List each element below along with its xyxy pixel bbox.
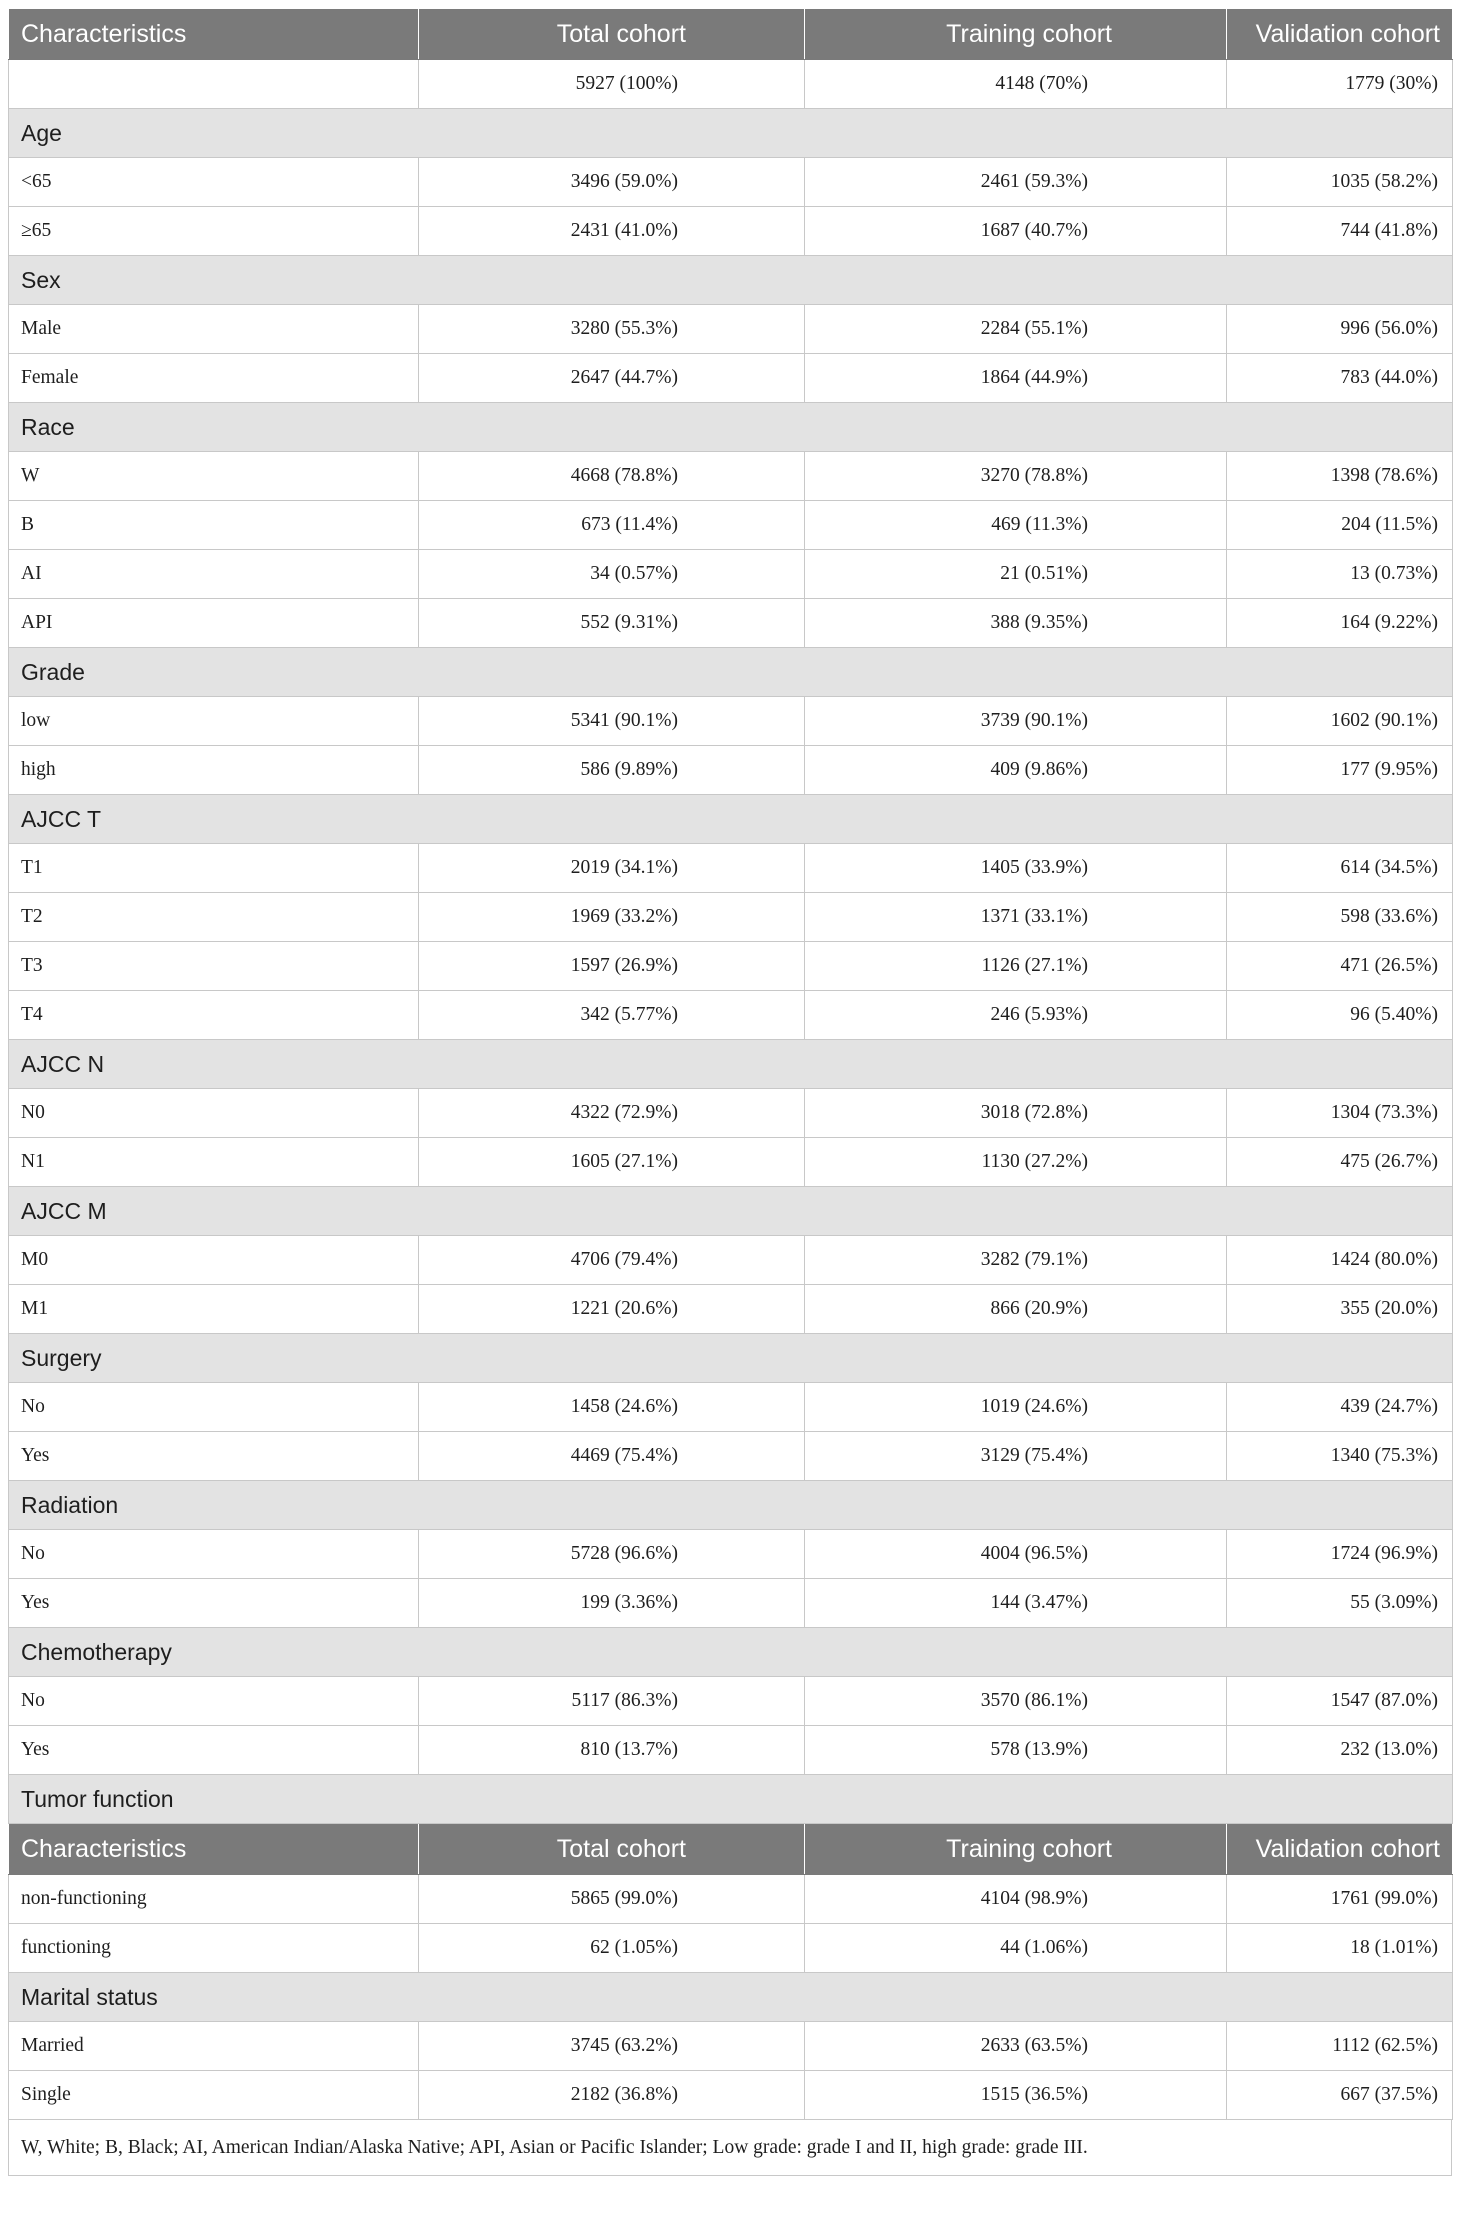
table-row — [9, 1677, 1453, 1726]
validation-cohort-value: 1035 (58.2%) — [1227, 158, 1453, 207]
total-cohort-value: 4668 (78.8%) — [419, 452, 805, 501]
group-row — [9, 1973, 1453, 2022]
total-cohort-value: 586 (9.89%) — [419, 746, 805, 795]
row-label: No — [9, 1530, 419, 1579]
total-cohort-value: 62 (1.05%) — [419, 1924, 805, 1973]
row-label: Male — [9, 305, 419, 354]
group-label: AJCC N — [9, 1040, 1453, 1089]
total-cohort-value: 552 (9.31%) — [419, 599, 805, 648]
row-label: AI — [9, 550, 419, 599]
table-row — [9, 1383, 1453, 1432]
total-cohort-value: 2182 (36.8%) — [419, 2071, 805, 2120]
total-cohort-value: 2647 (44.7%) — [419, 354, 805, 403]
table-body — [9, 60, 1453, 2120]
validation-cohort-value: 1724 (96.9%) — [1227, 1530, 1453, 1579]
table-row — [9, 1726, 1453, 1775]
total-cohort-value: 1605 (27.1%) — [419, 1138, 805, 1187]
group-label: Age — [9, 109, 1453, 158]
group-label: Sex — [9, 256, 1453, 305]
validation-cohort-value: 667 (37.5%) — [1227, 2071, 1453, 2120]
table-row — [9, 599, 1453, 648]
table-row — [9, 354, 1453, 403]
group-label: Tumor function — [9, 1775, 1453, 1824]
characteristics-table — [8, 8, 1453, 2120]
row-label: M1 — [9, 1285, 419, 1334]
total-cohort-value: 4469 (75.4%) — [419, 1432, 805, 1481]
training-cohort-value: 1130 (27.2%) — [805, 1138, 1227, 1187]
validation-cohort-value: 1547 (87.0%) — [1227, 1677, 1453, 1726]
total-cohort-value: 199 (3.36%) — [419, 1579, 805, 1628]
table-row — [9, 1924, 1453, 1973]
total-cohort-value: 2431 (41.0%) — [419, 207, 805, 256]
training-cohort-value: 3270 (78.8%) — [805, 452, 1227, 501]
row-label: T3 — [9, 942, 419, 991]
training-cohort-value: 2633 (63.5%) — [805, 2022, 1227, 2071]
row-label: Female — [9, 354, 419, 403]
table-header-row — [9, 9, 1453, 60]
group-label: Marital status — [9, 1973, 1453, 2022]
row-label: <65 — [9, 158, 419, 207]
table-row — [9, 942, 1453, 991]
validation-cohort-value: 1340 (75.3%) — [1227, 1432, 1453, 1481]
training-cohort-value: 3739 (90.1%) — [805, 697, 1227, 746]
table-row — [9, 697, 1453, 746]
group-label: Radiation — [9, 1481, 1453, 1530]
total-cohort-value: 1969 (33.2%) — [419, 893, 805, 942]
row-label: N1 — [9, 1138, 419, 1187]
group-label: Race — [9, 403, 1453, 452]
table-footnote: W, White; B, Black; AI, American Indian/Alaska Native; API, Asian or Pacific Islander; Low grade: grade I and II, high grade: grade III. — [8, 2120, 1452, 2176]
row-label: Yes — [9, 1432, 419, 1481]
validation-cohort-value: 204 (11.5%) — [1227, 501, 1453, 550]
header-training-cohort: Training cohort — [805, 1824, 1227, 1875]
row-label: Married — [9, 2022, 419, 2071]
training-cohort-value: 1687 (40.7%) — [805, 207, 1227, 256]
table-row — [9, 550, 1453, 599]
header-training-cohort: Training cohort — [805, 9, 1227, 60]
training-cohort-value: 2461 (59.3%) — [805, 158, 1227, 207]
row-label: Yes — [9, 1579, 419, 1628]
validation-cohort-value: 471 (26.5%) — [1227, 942, 1453, 991]
row-label: API — [9, 599, 419, 648]
table-row — [9, 1875, 1453, 1924]
header-characteristics: Characteristics — [9, 1824, 419, 1875]
total-cohort-value: 3745 (63.2%) — [419, 2022, 805, 2071]
row-label: Single — [9, 2071, 419, 2120]
validation-cohort-value: 164 (9.22%) — [1227, 599, 1453, 648]
row-label: high — [9, 746, 419, 795]
validation-cohort-value: 475 (26.7%) — [1227, 1138, 1453, 1187]
group-row — [9, 1628, 1453, 1677]
table-row — [9, 207, 1453, 256]
training-cohort-value: 44 (1.06%) — [805, 1924, 1227, 1973]
table-row — [9, 991, 1453, 1040]
table-row — [9, 305, 1453, 354]
total-cohort-value: 3280 (55.3%) — [419, 305, 805, 354]
group-row — [9, 648, 1453, 697]
training-cohort-value: 4148 (70%) — [805, 60, 1227, 109]
total-cohort-value: 2019 (34.1%) — [419, 844, 805, 893]
group-label: Chemotherapy — [9, 1628, 1453, 1677]
group-row — [9, 795, 1453, 844]
group-row — [9, 256, 1453, 305]
table-row — [9, 501, 1453, 550]
validation-cohort-value: 1398 (78.6%) — [1227, 452, 1453, 501]
training-cohort-value: 578 (13.9%) — [805, 1726, 1227, 1775]
total-cohort-value: 342 (5.77%) — [419, 991, 805, 1040]
row-label: low — [9, 697, 419, 746]
total-cohort-value: 5341 (90.1%) — [419, 697, 805, 746]
training-cohort-value: 4004 (96.5%) — [805, 1530, 1227, 1579]
validation-cohort-value: 1761 (99.0%) — [1227, 1875, 1453, 1924]
table-row — [9, 893, 1453, 942]
table-row — [9, 1285, 1453, 1334]
total-cohort-value: 4706 (79.4%) — [419, 1236, 805, 1285]
validation-cohort-value: 232 (13.0%) — [1227, 1726, 1453, 1775]
total-cohort-value: 1221 (20.6%) — [419, 1285, 805, 1334]
row-label: T1 — [9, 844, 419, 893]
characteristics-table-container — [8, 8, 1452, 2120]
table-row — [9, 158, 1453, 207]
validation-cohort-value: 177 (9.95%) — [1227, 746, 1453, 795]
total-cohort-value: 5865 (99.0%) — [419, 1875, 805, 1924]
row-label: ≥65 — [9, 207, 419, 256]
validation-cohort-value: 614 (34.5%) — [1227, 844, 1453, 893]
training-cohort-value: 1405 (33.9%) — [805, 844, 1227, 893]
row-label: W — [9, 452, 419, 501]
row-label: No — [9, 1383, 419, 1432]
training-cohort-value: 2284 (55.1%) — [805, 305, 1227, 354]
table-row — [9, 2022, 1453, 2071]
training-cohort-value: 3129 (75.4%) — [805, 1432, 1227, 1481]
training-cohort-value: 3018 (72.8%) — [805, 1089, 1227, 1138]
header-validation-cohort: Validation cohort — [1227, 9, 1453, 60]
validation-cohort-value: 1779 (30%) — [1227, 60, 1453, 109]
training-cohort-value: 866 (20.9%) — [805, 1285, 1227, 1334]
validation-cohort-value: 96 (5.40%) — [1227, 991, 1453, 1040]
table-row — [9, 844, 1453, 893]
total-cohort-value: 5117 (86.3%) — [419, 1677, 805, 1726]
validation-cohort-value: 439 (24.7%) — [1227, 1383, 1453, 1432]
row-label: T2 — [9, 893, 419, 942]
table-row — [9, 1138, 1453, 1187]
training-cohort-value: 1515 (36.5%) — [805, 2071, 1227, 2120]
training-cohort-value: 4104 (98.9%) — [805, 1875, 1227, 1924]
row-label: No — [9, 1677, 419, 1726]
table-row — [9, 1089, 1453, 1138]
row-label: non-functioning — [9, 1875, 419, 1924]
validation-cohort-value: 783 (44.0%) — [1227, 354, 1453, 403]
validation-cohort-value: 598 (33.6%) — [1227, 893, 1453, 942]
repeated-header-row — [9, 1824, 1453, 1875]
training-cohort-value: 144 (3.47%) — [805, 1579, 1227, 1628]
validation-cohort-value: 1304 (73.3%) — [1227, 1089, 1453, 1138]
table-row — [9, 1432, 1453, 1481]
training-cohort-value: 1371 (33.1%) — [805, 893, 1227, 942]
validation-cohort-value: 1112 (62.5%) — [1227, 2022, 1453, 2071]
row-label — [9, 60, 419, 109]
row-label: Yes — [9, 1726, 419, 1775]
table-row — [9, 2071, 1453, 2120]
total-cohort-value: 810 (13.7%) — [419, 1726, 805, 1775]
group-label: Grade — [9, 648, 1453, 697]
total-cohort-value: 34 (0.57%) — [419, 550, 805, 599]
header-validation-cohort: Validation cohort — [1227, 1824, 1453, 1875]
table-row — [9, 1236, 1453, 1285]
group-label: AJCC M — [9, 1187, 1453, 1236]
validation-cohort-value: 13 (0.73%) — [1227, 550, 1453, 599]
group-row — [9, 1334, 1453, 1383]
validation-cohort-value: 1424 (80.0%) — [1227, 1236, 1453, 1285]
table-row — [9, 1530, 1453, 1579]
header-total-cohort: Total cohort — [419, 1824, 805, 1875]
table-row — [9, 746, 1453, 795]
total-cohort-value: 3496 (59.0%) — [419, 158, 805, 207]
training-cohort-value: 1019 (24.6%) — [805, 1383, 1227, 1432]
training-cohort-value: 469 (11.3%) — [805, 501, 1227, 550]
training-cohort-value: 3570 (86.1%) — [805, 1677, 1227, 1726]
training-cohort-value: 409 (9.86%) — [805, 746, 1227, 795]
training-cohort-value: 3282 (79.1%) — [805, 1236, 1227, 1285]
training-cohort-value: 246 (5.93%) — [805, 991, 1227, 1040]
training-cohort-value: 388 (9.35%) — [805, 599, 1227, 648]
total-cohort-value: 5728 (96.6%) — [419, 1530, 805, 1579]
total-cohort-value: 1597 (26.9%) — [419, 942, 805, 991]
table-row — [9, 60, 1453, 109]
total-cohort-value: 4322 (72.9%) — [419, 1089, 805, 1138]
group-row — [9, 109, 1453, 158]
row-label: M0 — [9, 1236, 419, 1285]
validation-cohort-value: 55 (3.09%) — [1227, 1579, 1453, 1628]
group-row — [9, 1481, 1453, 1530]
validation-cohort-value: 996 (56.0%) — [1227, 305, 1453, 354]
header-characteristics: Characteristics — [9, 9, 419, 60]
total-cohort-value: 5927 (100%) — [419, 60, 805, 109]
row-label: B — [9, 501, 419, 550]
group-row — [9, 1040, 1453, 1089]
training-cohort-value: 1126 (27.1%) — [805, 942, 1227, 991]
row-label: N0 — [9, 1089, 419, 1138]
group-row — [9, 403, 1453, 452]
validation-cohort-value: 1602 (90.1%) — [1227, 697, 1453, 746]
training-cohort-value: 1864 (44.9%) — [805, 354, 1227, 403]
group-row — [9, 1775, 1453, 1824]
group-row — [9, 1187, 1453, 1236]
total-cohort-value: 1458 (24.6%) — [419, 1383, 805, 1432]
table-row — [9, 1579, 1453, 1628]
training-cohort-value: 21 (0.51%) — [805, 550, 1227, 599]
validation-cohort-value: 744 (41.8%) — [1227, 207, 1453, 256]
total-cohort-value: 673 (11.4%) — [419, 501, 805, 550]
validation-cohort-value: 355 (20.0%) — [1227, 1285, 1453, 1334]
group-label: AJCC T — [9, 795, 1453, 844]
row-label: T4 — [9, 991, 419, 1040]
header-total-cohort: Total cohort — [419, 9, 805, 60]
group-label: Surgery — [9, 1334, 1453, 1383]
row-label: functioning — [9, 1924, 419, 1973]
table-row — [9, 452, 1453, 501]
validation-cohort-value: 18 (1.01%) — [1227, 1924, 1453, 1973]
